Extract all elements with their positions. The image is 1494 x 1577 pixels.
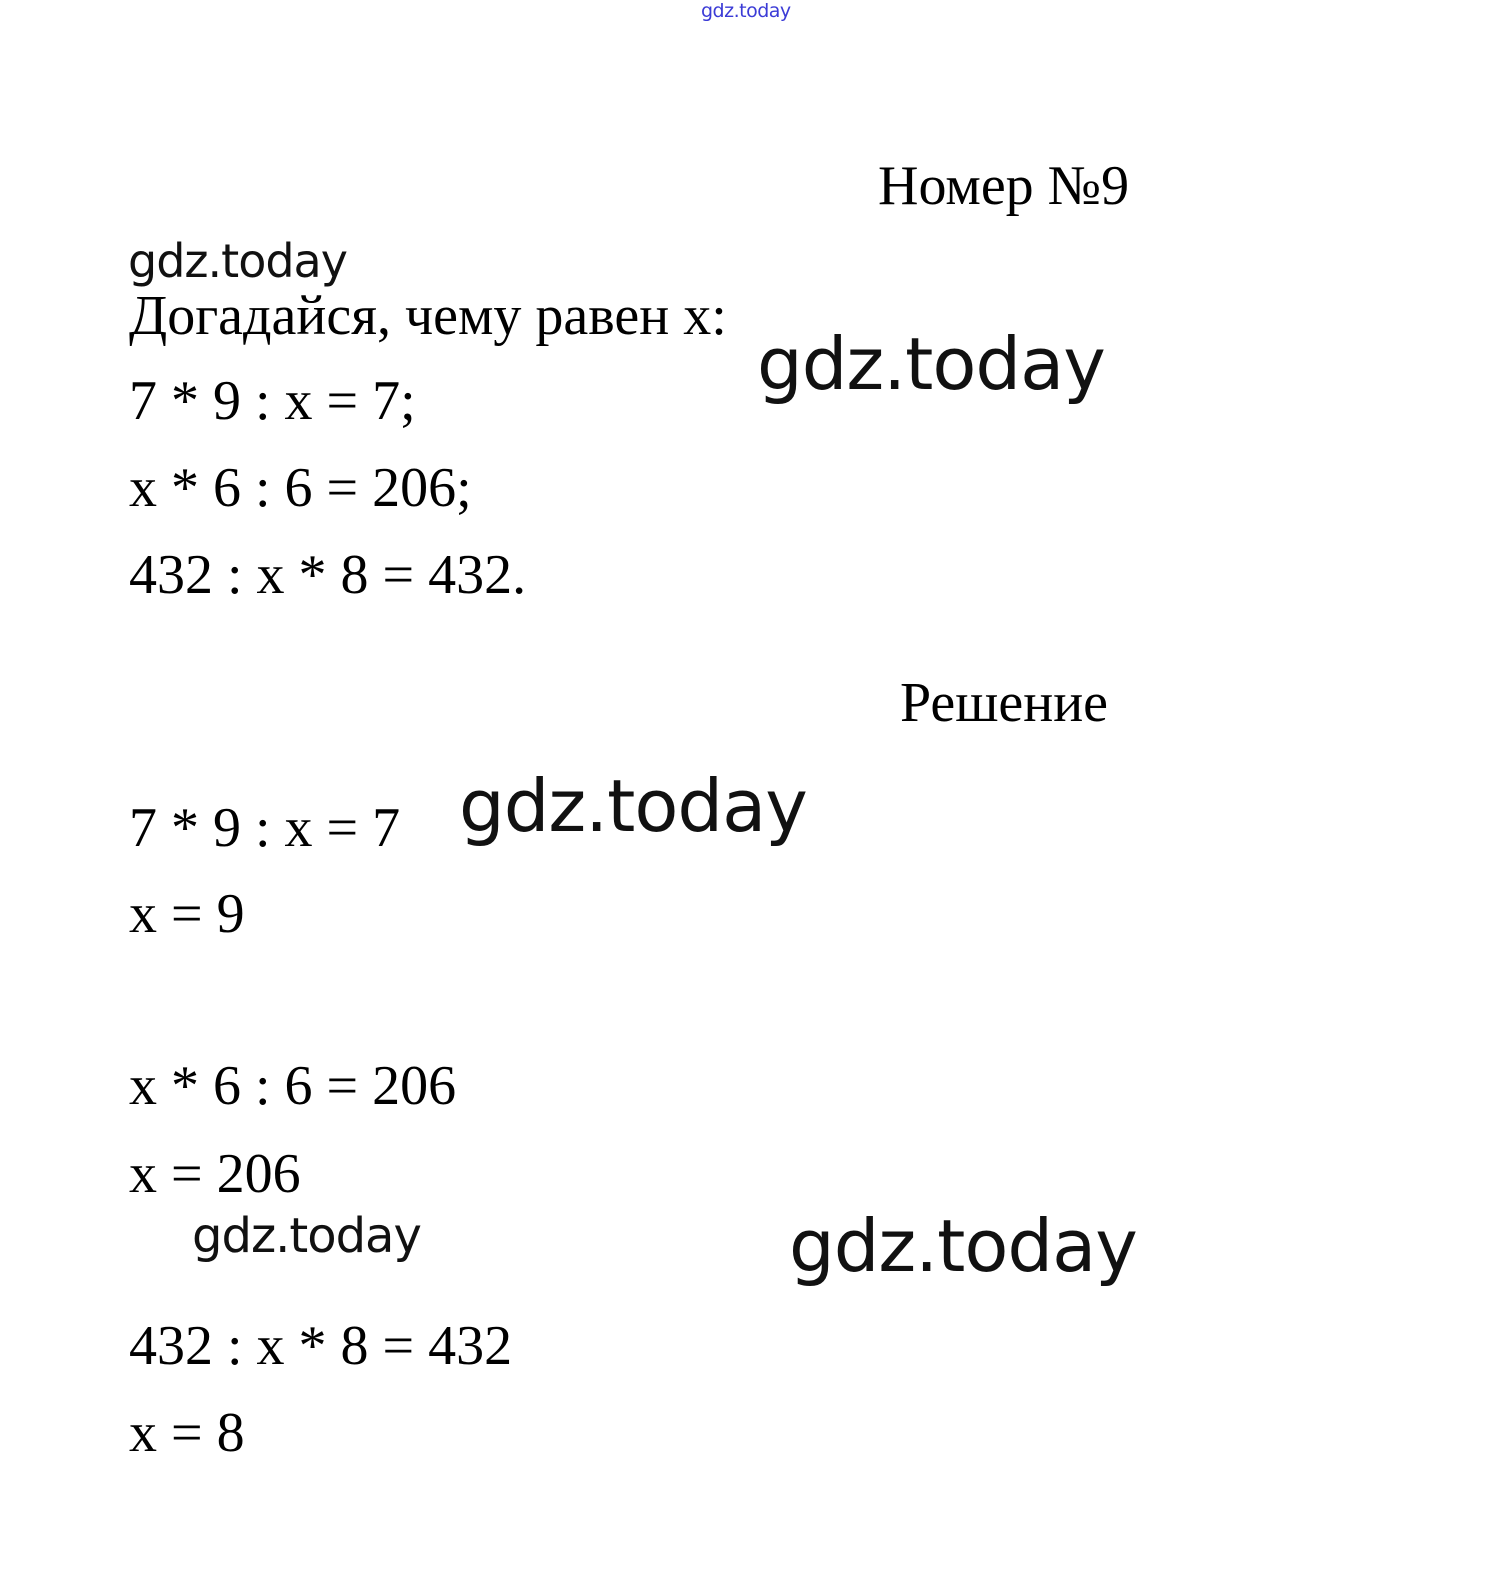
- solution-answer-1: х = 9: [129, 883, 245, 945]
- watermark: gdz.today: [757, 322, 1105, 406]
- solution-equation-1: 7 * 9 : х = 7: [129, 797, 401, 859]
- task-prompt: Догадайся, чему равен х:: [129, 285, 727, 347]
- top-watermark: gdz.today: [701, 0, 791, 22]
- solution-answer-2: х = 206: [129, 1143, 301, 1205]
- solution-equation-3: 432 : х * 8 = 432: [129, 1315, 513, 1377]
- task-equation-1: 7 * 9 : х = 7;: [129, 370, 416, 432]
- task-title: Номер №9: [878, 155, 1130, 217]
- task-equation-3: 432 : х * 8 = 432.: [129, 544, 527, 606]
- watermark: gdz.today: [459, 764, 807, 848]
- watermark: gdz.today: [128, 234, 347, 288]
- solution-title: Решение: [900, 672, 1109, 734]
- solution-answer-3: х = 8: [129, 1402, 245, 1464]
- watermark: gdz.today: [192, 1208, 421, 1264]
- watermark: gdz.today: [789, 1204, 1137, 1288]
- task-equation-2: х * 6 : 6 = 206;: [129, 457, 472, 519]
- solution-equation-2: х * 6 : 6 = 206: [129, 1055, 457, 1117]
